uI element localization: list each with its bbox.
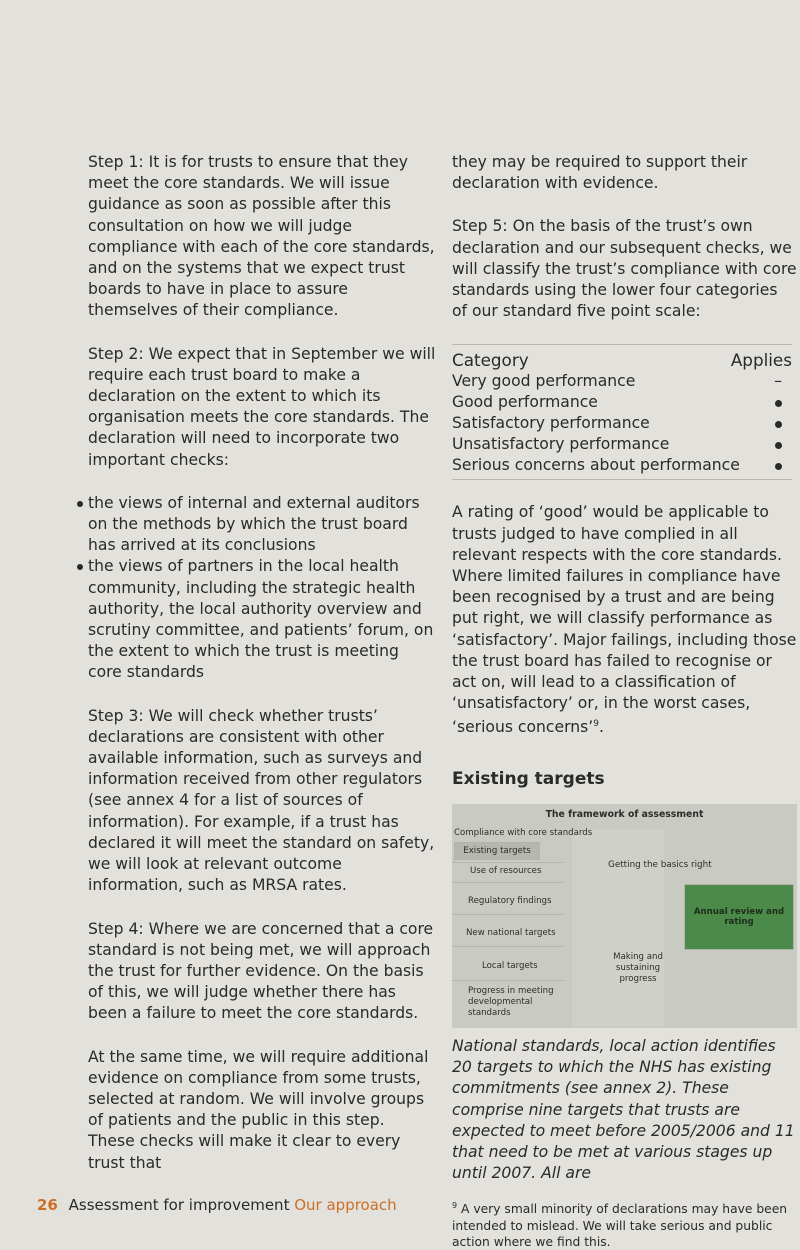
bullet-icon [77, 564, 83, 570]
existing-targets-heading: Existing targets [452, 768, 605, 789]
bullet-icon [775, 442, 782, 449]
national-paragraph: National standards, local action identifies 20 targets to which the NHS has existing commitments (see annex 2). These comprise nine targets that trusts are expected to meet before 2005/2006 and 11 that need to be met at various stages up until 2007. All are [452, 1037, 795, 1183]
rating-paragraph: A rating of ‘good’ would be applicable to trusts judged to have complied in all relevant respects with the core standards. Where limited failures in compliance have been recognised by a trust and are being put right, we will classify performance as ‘satisfactory’. Major failings, including those the trust board has failed to recognise or act on, will lead to a classification of ‘unsatisfactory’ or, in the worst cases, ‘serious concerns’$^9$. [452, 503, 797, 737]
page-number: 26 [37, 1196, 58, 1214]
use-of-resources-label: Use of resources [470, 866, 542, 876]
step5-paragraph: Step 5: On the basis of the trust’s own declaration and our subsequent checks, we will classify the trust’s compliance with core standards using the lower four categories of our standard five point scale: [452, 217, 797, 321]
right-column [452, 152, 797, 790]
list-item: the views of internal and external auditors on the methods by which the trust board has arrived at its conclusions [88, 493, 436, 557]
applies-header: Applies [730, 350, 792, 371]
making-progress-label: Making and sustaining progress [613, 952, 663, 984]
step1-paragraph: Step 1: It is for trusts to ensure that they meet the core standards. We will issue guidance as soon as possible after this consultation on how we will judge compliance with each of the core standards, and on the systems that we expect trust boards to have in place to assure themselves of their compliance. [88, 153, 435, 320]
table-row: Good performance [452, 392, 792, 413]
list-item: the views of partners in the local health community, including the strategic health authority, the local authority overview and scrutiny committee, and patients’ forum, on the extent to which the trust is meeting core standards [88, 556, 436, 683]
footnote-ref: 9 [593, 719, 599, 730]
existing-targets-box: Existing targets [454, 842, 540, 860]
dash-mark: – [774, 372, 782, 391]
progress-meeting-label: Progress in meeting developmental standards [468, 986, 554, 1018]
bullet-icon [77, 501, 83, 507]
compliance-label: Compliance with core standards [454, 828, 593, 838]
national-text-block [452, 1036, 797, 1250]
local-targets-label: Local targets [482, 961, 538, 971]
continuation-paragraph: they may be required to support their declaration with evidence. [452, 153, 748, 193]
diagram-title: The framework of assessment [545, 809, 704, 820]
bullet-icon [775, 421, 782, 428]
footer-subtitle: Our approach [294, 1196, 397, 1214]
regulatory-findings-label: Regulatory findings [468, 896, 552, 906]
table-row: Very good performance – [452, 371, 792, 392]
annual-review-box: Annual review and rating [684, 884, 794, 950]
framework-diagram [452, 804, 797, 1028]
bullet-icon [775, 400, 782, 407]
performance-scale-table [452, 344, 792, 480]
footnote: $^9$ A very small minority of declarations may have been intended to mislead. We will take serious and public action where we find this. [452, 1201, 788, 1249]
bullet-icon [775, 463, 782, 470]
page-footer [37, 1196, 397, 1214]
new-national-targets-label: New national targets [466, 928, 556, 938]
same-time-paragraph: At the same time, we will require additional evidence on compliance from some trusts, selected at random. We will involve groups of patients and the public in this step. These checks will make it clear to every trust that [88, 1047, 429, 1172]
left-column [88, 152, 436, 1174]
scale-header [452, 349, 792, 371]
checks-list [88, 493, 436, 684]
category-header: Category [452, 350, 529, 371]
getting-basics-label: Getting the basics right [608, 860, 712, 870]
table-row: Unsatisfactory performance [452, 434, 792, 455]
footer-title: Assessment for improvement [68, 1196, 290, 1214]
step2-paragraph: Step 2: We expect that in September we will require each trust board to make a declaration on the extent to which its organisation meets the core standards. The declaration will need to incorporate two important checks: [88, 344, 436, 469]
table-row: Satisfactory performance [452, 413, 792, 434]
step4-paragraph: Step 4: Where we are concerned that a core standard is not being met, we will approach the trust for further evidence. On the basis of this, we will judge whether there has been a failure to meet the core standards. [88, 919, 434, 1023]
step3-paragraph: Step 3: We will check whether trusts’ declarations are consistent with other available information, such as surveys and information received from other regulators (see annex 4 for a list of sources of information). For example, if a trust has declared it will meet the standard on safety, we will look at relevant outcome information, such as MRSA rates. [88, 706, 435, 895]
footnote-mark: 9 [452, 1201, 458, 1211]
table-row: Serious concerns about performance [452, 455, 792, 476]
